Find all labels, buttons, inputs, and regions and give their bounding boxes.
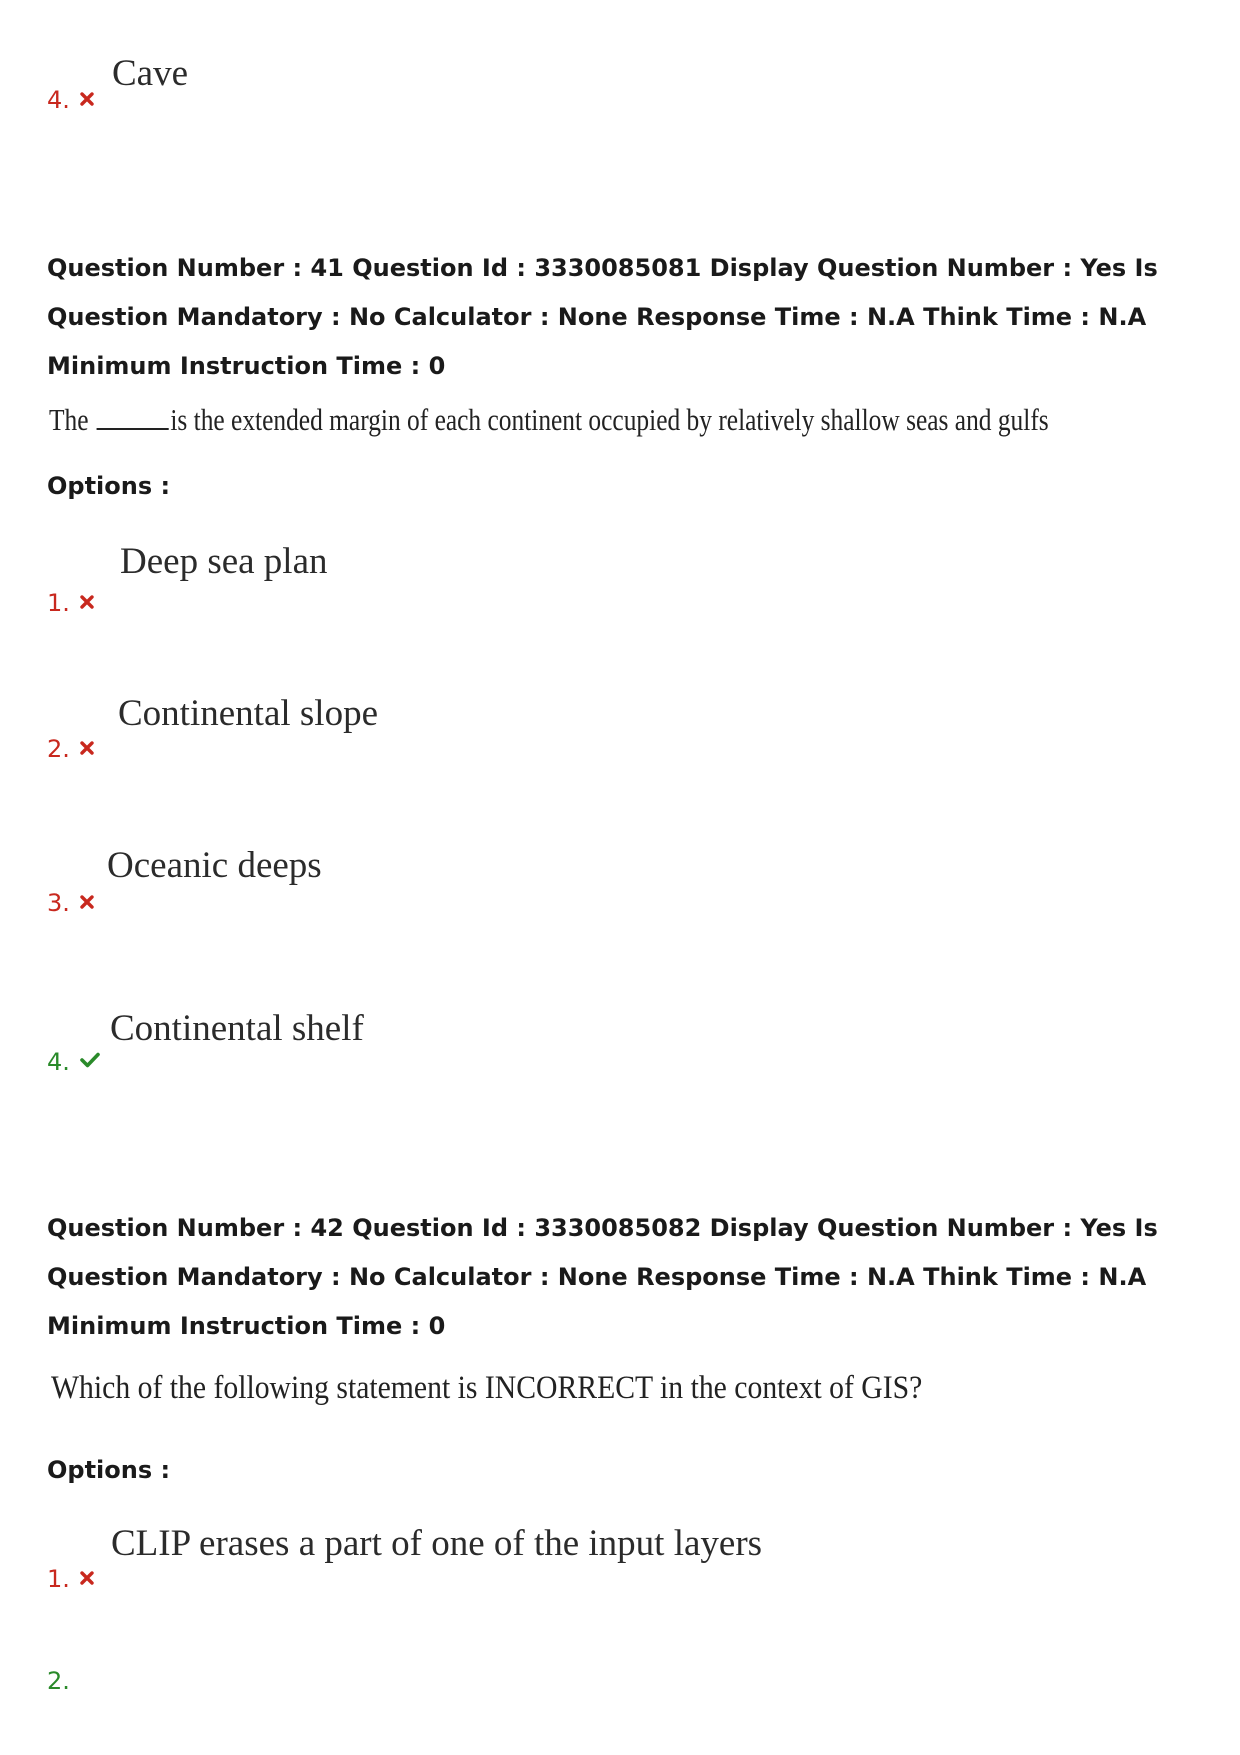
option-number-text: 3. <box>47 889 70 917</box>
option-text: CLIP erases a part of one of the input layers <box>111 1523 763 1564</box>
options-label: Options : <box>47 1456 171 1484</box>
option-number-text: 1. <box>47 1565 70 1593</box>
option-number-text: 2. <box>47 1667 70 1695</box>
cross-icon <box>80 733 94 761</box>
option-number <box>47 1563 94 1593</box>
option-number <box>47 1667 70 1695</box>
option-number-text: 1. <box>47 589 70 617</box>
cross-icon <box>80 84 94 112</box>
option-text: Deep sea plan <box>120 541 328 582</box>
option-text: Continental slope <box>118 693 378 734</box>
question-header: Question Number : 41 Question Id : 3330085081 Display Question Number : Yes Is Question Mandatory : No Calculator : None Response Time : N.A Think Time : N.A Minimum Instruction Time : 0 <box>47 254 1158 380</box>
option-text: Cave <box>112 53 189 94</box>
question-text: Which of the following statement is INCORRECT in the context of GIS? <box>51 1370 923 1406</box>
question-text-after: is the extended margin of each continent occupied by relatively shallow seas and gulfs <box>170 402 1049 437</box>
option-text: Continental shelf <box>110 1008 364 1049</box>
question-text-before: The <box>49 402 89 437</box>
option-number <box>47 887 94 917</box>
cross-icon <box>80 587 94 615</box>
option-number-text: 4. <box>47 86 70 114</box>
option-number <box>47 1046 100 1076</box>
check-icon <box>80 1046 100 1074</box>
option-number <box>47 587 94 617</box>
option-number-text: 2. <box>47 735 70 763</box>
question-header: Question Number : 42 Question Id : 3330085082 Display Question Number : Yes Is Question Mandatory : No Calculator : None Response Time : N.A Think Time : N.A Minimum Instruction Time : 0 <box>47 1214 1158 1340</box>
question-text <box>49 402 1049 438</box>
cross-icon <box>80 1563 94 1591</box>
cross-icon <box>80 887 94 915</box>
options-label: Options : <box>47 472 171 500</box>
fill-in-blank <box>97 402 169 430</box>
option-number <box>47 84 94 114</box>
option-text: Oceanic deeps <box>107 845 322 886</box>
option-number <box>47 733 94 763</box>
option-number-text: 4. <box>47 1048 70 1076</box>
